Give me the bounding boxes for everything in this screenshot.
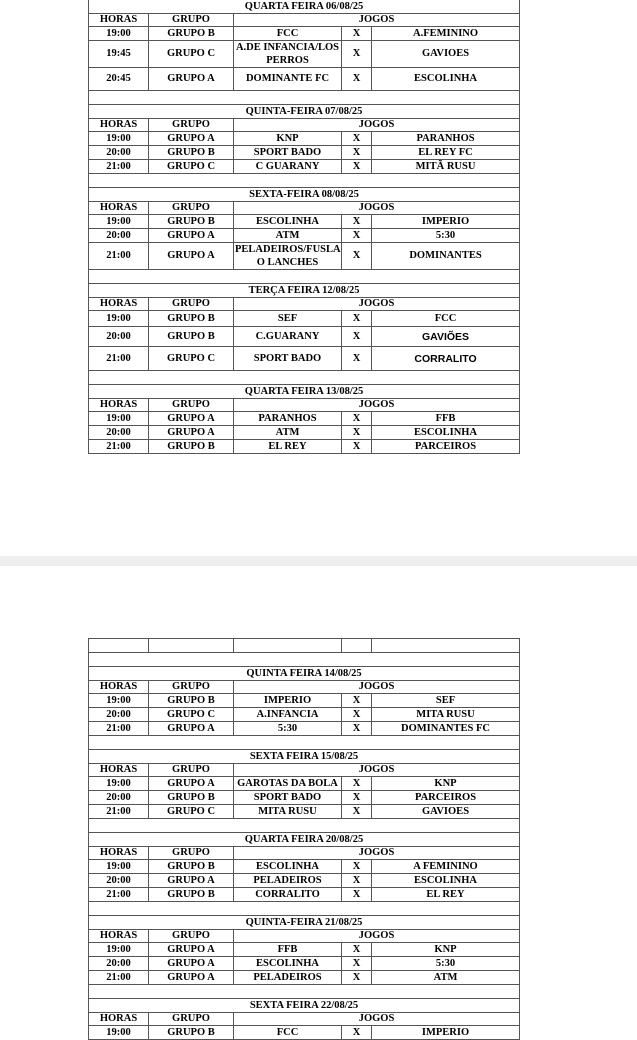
section-title-row <box>89 284 520 298</box>
away-team-cell: ESCOLINHA <box>372 874 520 888</box>
away-team-cell: ESCOLINHA <box>372 426 520 440</box>
header-jogos: JOGOS <box>234 930 520 943</box>
table-row <box>89 68 520 91</box>
grupo-cell: GRUPO A <box>149 943 234 957</box>
spacer-row <box>89 174 520 188</box>
hora-cell: 21:00 <box>89 805 149 819</box>
header-horas: HORAS <box>89 298 149 311</box>
hora-cell: 20:00 <box>89 874 149 888</box>
table-row <box>89 805 520 819</box>
grupo-cell: GRUPO B <box>149 694 234 708</box>
table-row <box>89 132 520 146</box>
away-team-cell: KNP <box>372 777 520 791</box>
versus-cell: X <box>342 791 372 805</box>
hora-cell: 21:00 <box>89 722 149 736</box>
spacer-cell <box>89 639 149 653</box>
away-team-cell: PARCEIROS <box>372 791 520 805</box>
home-team-cell: A.INFANCIA <box>234 708 342 722</box>
header-row <box>89 930 520 943</box>
hora-cell: 19:00 <box>89 943 149 957</box>
grupo-cell: GRUPO B <box>149 888 234 902</box>
header-grupo: GRUPO <box>149 399 234 412</box>
versus-cell: X <box>342 229 372 243</box>
away-team-cell: ESCOLINHA <box>372 68 520 91</box>
home-team-cell: ATM <box>234 426 342 440</box>
section-title: QUINTA FEIRA 14/08/25 <box>89 667 520 681</box>
versus-cell: X <box>342 957 372 971</box>
page-separator <box>0 556 637 566</box>
table-row <box>89 888 520 902</box>
grupo-cell: GRUPO B <box>149 1026 234 1040</box>
section-title-row <box>89 667 520 681</box>
header-row <box>89 399 520 412</box>
versus-cell: X <box>342 41 372 68</box>
grupo-cell: GRUPO A <box>149 957 234 971</box>
grupo-cell: GRUPO A <box>149 874 234 888</box>
header-jogos: JOGOS <box>234 14 520 27</box>
grupo-cell: GRUPO B <box>149 440 234 454</box>
away-team-cell: PARCEIROS <box>372 440 520 454</box>
versus-cell: X <box>342 888 372 902</box>
table-row <box>89 215 520 229</box>
grupo-cell: GRUPO C <box>149 41 234 68</box>
header-jogos: JOGOS <box>234 681 520 694</box>
away-team-cell: EL REY <box>372 888 520 902</box>
home-team-cell: PELADEIROS <box>234 971 342 985</box>
away-team-cell: IMPERIO <box>372 1026 520 1040</box>
hora-cell: 19:00 <box>89 1026 149 1040</box>
grupo-cell: GRUPO A <box>149 132 234 146</box>
header-grupo: GRUPO <box>149 1013 234 1026</box>
header-grupo: GRUPO <box>149 119 234 132</box>
grupo-cell: GRUPO A <box>149 426 234 440</box>
section-title-row <box>89 385 520 399</box>
header-row <box>89 764 520 777</box>
versus-cell: X <box>342 426 372 440</box>
section-title-row <box>89 750 520 764</box>
table-row <box>89 160 520 174</box>
header-jogos: JOGOS <box>234 1013 520 1026</box>
table-row <box>89 860 520 874</box>
hora-cell: 20:00 <box>89 327 149 347</box>
header-row <box>89 681 520 694</box>
header-grupo: GRUPO <box>149 764 234 777</box>
versus-cell: X <box>342 694 372 708</box>
spacer-cell <box>234 639 342 653</box>
versus-cell: X <box>342 805 372 819</box>
section-title-row <box>89 0 520 14</box>
hora-cell: 19:00 <box>89 132 149 146</box>
section-title: QUARTA FEIRA 06/08/25 <box>89 0 520 14</box>
hora-cell: 19:00 <box>89 215 149 229</box>
section-title-row <box>89 916 520 930</box>
header-row <box>89 202 520 215</box>
hora-cell: 19:00 <box>89 860 149 874</box>
table-row <box>89 1026 520 1040</box>
home-team-cell: ESCOLINHA <box>234 860 342 874</box>
versus-cell: X <box>342 412 372 426</box>
versus-cell: X <box>342 860 372 874</box>
grupo-cell: GRUPO B <box>149 791 234 805</box>
header-horas: HORAS <box>89 681 149 694</box>
section-title: TERÇA FEIRA 12/08/25 <box>89 284 520 298</box>
grupo-cell: GRUPO C <box>149 805 234 819</box>
spacer-row <box>89 91 520 105</box>
section-title: QUINTA-FEIRA 21/08/25 <box>89 916 520 930</box>
away-team-cell: CORRALITO <box>372 347 520 371</box>
spacer-row <box>89 985 520 999</box>
home-team-cell: DOMINANTE FC <box>234 68 342 91</box>
header-grupo: GRUPO <box>149 202 234 215</box>
versus-cell: X <box>342 1026 372 1040</box>
home-team-cell: KNP <box>234 132 342 146</box>
table-row <box>89 957 520 971</box>
table-row <box>89 347 520 371</box>
spacer-cell <box>89 819 520 833</box>
grupo-cell: GRUPO B <box>149 215 234 229</box>
spacer-cell <box>89 91 520 105</box>
spacer-cell <box>89 174 520 188</box>
away-team-cell: SEF <box>372 694 520 708</box>
header-row <box>89 847 520 860</box>
grupo-cell: GRUPO B <box>149 146 234 160</box>
table-row <box>89 943 520 957</box>
versus-cell: X <box>342 347 372 371</box>
hora-cell: 19:00 <box>89 27 149 41</box>
header-jogos: JOGOS <box>234 298 520 311</box>
away-team-cell: EL REY FC <box>372 146 520 160</box>
hora-cell: 21:00 <box>89 347 149 371</box>
hora-cell: 19:00 <box>89 777 149 791</box>
table-row <box>89 243 520 270</box>
schedule-table <box>88 0 520 454</box>
versus-cell: X <box>342 68 372 91</box>
spacer-cell <box>89 371 520 385</box>
home-team-cell: SPORT BADO <box>234 146 342 160</box>
table-row <box>89 27 520 41</box>
hora-cell: 20:00 <box>89 229 149 243</box>
spacer-cell <box>372 639 520 653</box>
section-title: SEXTA-FEIRA 08/08/25 <box>89 188 520 202</box>
header-horas: HORAS <box>89 119 149 132</box>
away-team-cell: KNP <box>372 943 520 957</box>
table-row <box>89 791 520 805</box>
section-title: QUARTA FEIRA 20/08/25 <box>89 833 520 847</box>
header-horas: HORAS <box>89 399 149 412</box>
header-jogos: JOGOS <box>234 119 520 132</box>
table-row <box>89 426 520 440</box>
away-team-cell: A FEMININO <box>372 860 520 874</box>
home-team-cell: SPORT BADO <box>234 347 342 371</box>
document-page-2 <box>0 566 637 1038</box>
hora-cell: 21:00 <box>89 440 149 454</box>
spacer-row <box>89 819 520 833</box>
grupo-cell: GRUPO C <box>149 160 234 174</box>
grupo-cell: GRUPO A <box>149 243 234 270</box>
table-row <box>89 708 520 722</box>
versus-cell: X <box>342 943 372 957</box>
versus-cell: X <box>342 215 372 229</box>
home-team-cell: PARANHOS <box>234 412 342 426</box>
header-row <box>89 119 520 132</box>
header-jogos: JOGOS <box>234 202 520 215</box>
away-team-cell: DOMINANTES FC <box>372 722 520 736</box>
away-team-cell: MITA RUSU <box>372 708 520 722</box>
table-row <box>89 412 520 426</box>
spacer-cell <box>89 985 520 999</box>
section-title-row <box>89 188 520 202</box>
spacer-cell <box>89 736 520 750</box>
hora-cell: 20:00 <box>89 146 149 160</box>
versus-cell: X <box>342 777 372 791</box>
table-row <box>89 971 520 985</box>
section-title: QUINTA-FEIRA 07/08/25 <box>89 105 520 119</box>
home-team-cell: MITA RUSU <box>234 805 342 819</box>
table-row <box>89 311 520 327</box>
hora-cell: 19:00 <box>89 412 149 426</box>
hora-cell: 21:00 <box>89 243 149 270</box>
away-team-cell: GAVIOES <box>372 41 520 68</box>
versus-cell: X <box>342 971 372 985</box>
home-team-cell: C.GUARANY <box>234 327 342 347</box>
away-team-cell: DOMINANTES <box>372 243 520 270</box>
versus-cell: X <box>342 722 372 736</box>
header-row <box>89 298 520 311</box>
header-horas: HORAS <box>89 202 149 215</box>
hora-cell: 20:00 <box>89 957 149 971</box>
header-jogos: JOGOS <box>234 764 520 777</box>
hora-cell: 20:00 <box>89 426 149 440</box>
home-team-cell: IMPERIO <box>234 694 342 708</box>
hora-cell: 21:00 <box>89 971 149 985</box>
home-team-cell: FCC <box>234 27 342 41</box>
table-row <box>89 440 520 454</box>
section-title-row <box>89 105 520 119</box>
versus-cell: X <box>342 132 372 146</box>
grupo-cell: GRUPO A <box>149 229 234 243</box>
away-team-cell: A.FEMININO <box>372 27 520 41</box>
hora-cell: 19:00 <box>89 311 149 327</box>
versus-cell: X <box>342 311 372 327</box>
header-row <box>89 1013 520 1026</box>
header-grupo: GRUPO <box>149 930 234 943</box>
home-team-cell: PELADEIROS <box>234 874 342 888</box>
table-row <box>89 874 520 888</box>
hora-cell: 19:45 <box>89 41 149 68</box>
header-horas: HORAS <box>89 764 149 777</box>
header-grupo: GRUPO <box>149 298 234 311</box>
home-team-cell: SEF <box>234 311 342 327</box>
home-team-cell: 5:30 <box>234 722 342 736</box>
away-team-cell: IMPERIO <box>372 215 520 229</box>
spacer-cell <box>89 270 520 284</box>
section-title: SEXTA FEIRA 15/08/25 <box>89 750 520 764</box>
header-horas: HORAS <box>89 930 149 943</box>
grupo-cell: GRUPO C <box>149 708 234 722</box>
home-team-cell: A.DE INFANCIA/LOS PERROS <box>234 41 342 68</box>
home-team-cell: EL REY <box>234 440 342 454</box>
header-jogos: JOGOS <box>234 847 520 860</box>
away-team-cell: 5:30 <box>372 229 520 243</box>
home-team-cell: CORRALITO <box>234 888 342 902</box>
versus-cell: X <box>342 440 372 454</box>
header-horas: HORAS <box>89 1013 149 1026</box>
home-team-cell: C GUARANY <box>234 160 342 174</box>
versus-cell: X <box>342 146 372 160</box>
grupo-cell: GRUPO B <box>149 27 234 41</box>
away-team-cell: 5:30 <box>372 957 520 971</box>
grupo-cell: GRUPO A <box>149 68 234 91</box>
home-team-cell: ATM <box>234 229 342 243</box>
grupo-cell: GRUPO A <box>149 777 234 791</box>
away-team-cell: FFB <box>372 412 520 426</box>
header-grupo: GRUPO <box>149 847 234 860</box>
home-team-cell: ESCOLINHA <box>234 215 342 229</box>
spacer-cell <box>149 639 234 653</box>
spacer-cell <box>89 902 520 916</box>
hora-cell: 19:00 <box>89 694 149 708</box>
away-team-cell: GAVIOES <box>372 805 520 819</box>
versus-cell: X <box>342 243 372 270</box>
header-grupo: GRUPO <box>149 14 234 27</box>
spacer-row <box>89 371 520 385</box>
versus-cell: X <box>342 708 372 722</box>
section-title-row <box>89 833 520 847</box>
header-grupo: GRUPO <box>149 681 234 694</box>
versus-cell: X <box>342 160 372 174</box>
hora-cell: 20:45 <box>89 68 149 91</box>
grupo-cell: GRUPO A <box>149 971 234 985</box>
grupo-cell: GRUPO A <box>149 722 234 736</box>
spacer-row <box>89 736 520 750</box>
spacer-cell <box>342 639 372 653</box>
away-team-cell: PARANHOS <box>372 132 520 146</box>
hora-cell: 21:00 <box>89 888 149 902</box>
section-title: SEXTA FEIRA 22/08/25 <box>89 999 520 1013</box>
header-horas: HORAS <box>89 847 149 860</box>
table-row <box>89 41 520 68</box>
away-team-cell: GAVIÕES <box>372 327 520 347</box>
schedule-table <box>88 638 520 1040</box>
table-row <box>89 229 520 243</box>
versus-cell: X <box>342 874 372 888</box>
away-team-cell: MITÃ RUSU <box>372 160 520 174</box>
spacer-cell <box>89 653 520 667</box>
header-horas: HORAS <box>89 14 149 27</box>
home-team-cell: SPORT BADO <box>234 791 342 805</box>
header-jogos: JOGOS <box>234 399 520 412</box>
section-title: QUARTA FEIRA 13/08/25 <box>89 385 520 399</box>
hora-cell: 20:00 <box>89 708 149 722</box>
spacer-row <box>89 653 520 667</box>
home-team-cell: FCC <box>234 1026 342 1040</box>
grupo-cell: GRUPO A <box>149 412 234 426</box>
table-row <box>89 146 520 160</box>
home-team-cell: GAROTAS DA BOLA <box>234 777 342 791</box>
table-row <box>89 722 520 736</box>
spacer-row <box>89 902 520 916</box>
hora-cell: 20:00 <box>89 791 149 805</box>
away-team-cell: FCC <box>372 311 520 327</box>
home-team-cell: ESCOLINHA <box>234 957 342 971</box>
spacer-row <box>89 639 520 653</box>
home-team-cell: FFB <box>234 943 342 957</box>
grupo-cell: GRUPO C <box>149 347 234 371</box>
home-team-cell: PELADEIROS/FUSLA O LANCHES <box>235 244 341 268</box>
table-row <box>89 327 520 347</box>
grupo-cell: GRUPO B <box>149 311 234 327</box>
versus-cell: X <box>342 327 372 347</box>
versus-cell: X <box>342 27 372 41</box>
table-row <box>89 694 520 708</box>
hora-cell: 21:00 <box>89 160 149 174</box>
away-team-cell: ATM <box>372 971 520 985</box>
grupo-cell: GRUPO B <box>149 327 234 347</box>
spacer-row <box>89 270 520 284</box>
header-row <box>89 14 520 27</box>
table-row <box>89 777 520 791</box>
grupo-cell: GRUPO B <box>149 860 234 874</box>
section-title-row <box>89 999 520 1013</box>
